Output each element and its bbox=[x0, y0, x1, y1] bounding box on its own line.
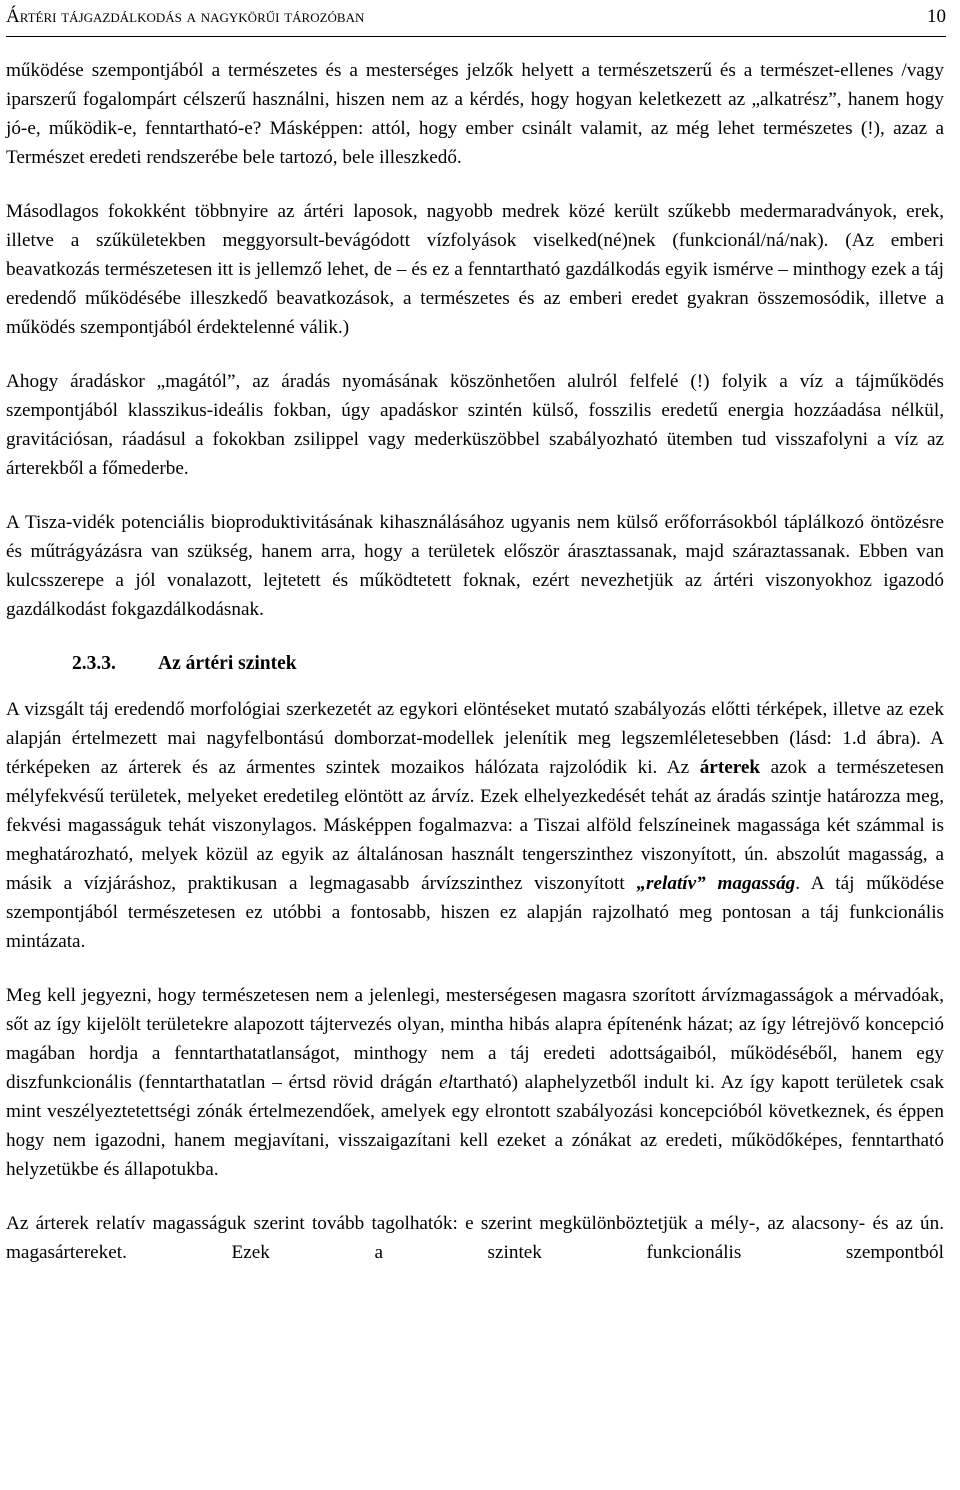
paragraph-5-text-a: A vizsgált táj eredendő morfológiai szerkezetét az egykori elöntéseket mutató szabályozás előtti térképek, illetve az ezek alapján értelmezett mai nagyfelbontású domborzat-modellek jelenítik meg legszemléletesebben (lásd: 1.d ábra). A térképeken az árterek és az ármentes szintek mozaikos hálózata rajzolódik ki. Az bbox=[6, 699, 944, 778]
section-number: 2.3.3. bbox=[72, 653, 116, 674]
paragraph-7: Az árterek relatív magasságuk szerint tovább tagolhatók: e szerint megkülönböztetjük a mély-, az alacsony- és az ún. magasártereket. Ezek a szintek funkcionális szempontból bbox=[6, 1213, 944, 1263]
term-relativ-magassag: „relatív” magasság bbox=[636, 873, 796, 894]
page-body bbox=[6, 56, 944, 1267]
paragraph-6 bbox=[6, 981, 944, 1184]
paragraph-6-text-c: tartható) alaphelyzetből indult ki. Az így kapott területek csak mint veszélyeztetettségi zónák értelmezendőek, amelyek egy elrontott szabályozási koncepcióból következnek, és éppen hogy nem igazodni, hanem megjavítani, visszaigazítani kell ezeket a zónákat az eredeti, működőképes, fenntartható helyzetükbe és állapotukba. bbox=[6, 1072, 944, 1180]
section-title: Az ártéri szintek bbox=[158, 653, 297, 674]
paragraph-5 bbox=[6, 695, 944, 956]
page-number: 10 bbox=[927, 6, 946, 27]
term-arterek: árterek bbox=[699, 757, 761, 778]
paragraph-5-text-c: azok a természetesen mélyfekvésű területek, melyeket eredetileg elöntött az árvíz. Ezek elhelyezkedését tehát az áradás szintje határozza meg, fekvési magasságuk tehát viszonylagos. Másképpen fogalmazva: a Tiszai alföld felszíneinek magassága két számmal is meghatározható, melyek közül az egyik az általánosan használt tengerszinthez viszonyított, ún. abszolút magasság, a másik a vízjáráshoz, praktikusan a legmagasabb árvízszinthez viszonyított bbox=[6, 757, 945, 894]
page-header bbox=[6, 0, 946, 37]
paragraph-1: működése szempontjából a természetes és a mesterséges jelzők helyett a természetszerű és a természet-ellenes /vagy iparszerű fogalompárt célszerű használni, hiszen nem az a kérdés, hogy hogyan keletkezett az „alkatrész”, hanem hogy jó-e, működik-e, fenntartható-e? Másképpen: attól, hogy ember csinált valamit, az még lehet természetes (!), azaz a Természet eredeti rendszerébe bele tartozó, bele illeszkedő. bbox=[6, 60, 944, 168]
paragraph-3: Ahogy áradáskor „magától”, az áradás nyomásának köszönhetően alulról felfelé (!) folyik a víz a tájműködés szempontjából klasszikus-ideális fokban, úgy apadáskor szintén külső, fosszilis eredetű energia hozzáadása nélkül, gravitációsan, ráadásul a fokokban zsilippel vagy mederküszöbbel szabályozható ütemben tud visszafolyni a víz az árterekből a főmederbe. bbox=[6, 371, 944, 479]
running-title: Ártéri tájgazdálkodás a nagykörűi tározóban bbox=[6, 6, 365, 27]
paragraph-6-text-a: Meg kell jegyezni, hogy természetesen nem a jelenlegi, mesterségesen magasra szorított árvízmagasságok a mérvadóak, sőt az így kijelölt területekre alapozott tájtervezés olyan, mintha hibás alapra építenénk házat; az így létrejövő koncepció magában hordja a fenntarthatatlanságot, minthogy nem a táj eredeti adottságaiból, működéséből, hanem egy diszfunkcionális (fenntarthatatlan – értsd rövid drágán bbox=[6, 985, 944, 1093]
paragraph-2: Másodlagos fokokként többnyire az ártéri laposok, nagyobb medrek közé került szűkebb medermaradványok, erek, illetve a szűkületekben meggyorsult-bevágódott vízfolyások viselked(né)nek (funkcionál/ná/nak). (Az emberi beavatkozás természetesen itt is jellemző lehet, de – és ez a fenntartható gazdálkodás egyik ismérve – minthogy ezek a táj eredendő működésébe illeszkedő beavatkozások, a természetes és az emberi eredet gyakran összemosódik, illetve a működés szempontjából érdektelenné válik.) bbox=[6, 201, 944, 338]
paragraph-5-text-e: . A táj működése szempontjából természetesen ez utóbbi a fontosabb, hiszen ez alapján rajzolható meg pontosan a táj funkcionális mintázata. bbox=[6, 873, 945, 952]
italic-el: el bbox=[439, 1072, 453, 1093]
section-heading bbox=[72, 649, 944, 678]
paragraph-4: A Tisza-vidék potenciális bioproduktivitásának kihasználásához ugyanis nem külső erőforrásokból táplálkozó öntözésre és műtrágyázásra van szükség, hanem arra, hogy a területek először árasztassanak, majd száraztassanak. Ebben van kulcsszerepe a jól vonalazott, lejtetett és működtetett foknak, ezért nevezhetjük az ártéri viszonyokhoz igazodó gazdálkodást fokgazdálkodásnak. bbox=[6, 512, 944, 620]
